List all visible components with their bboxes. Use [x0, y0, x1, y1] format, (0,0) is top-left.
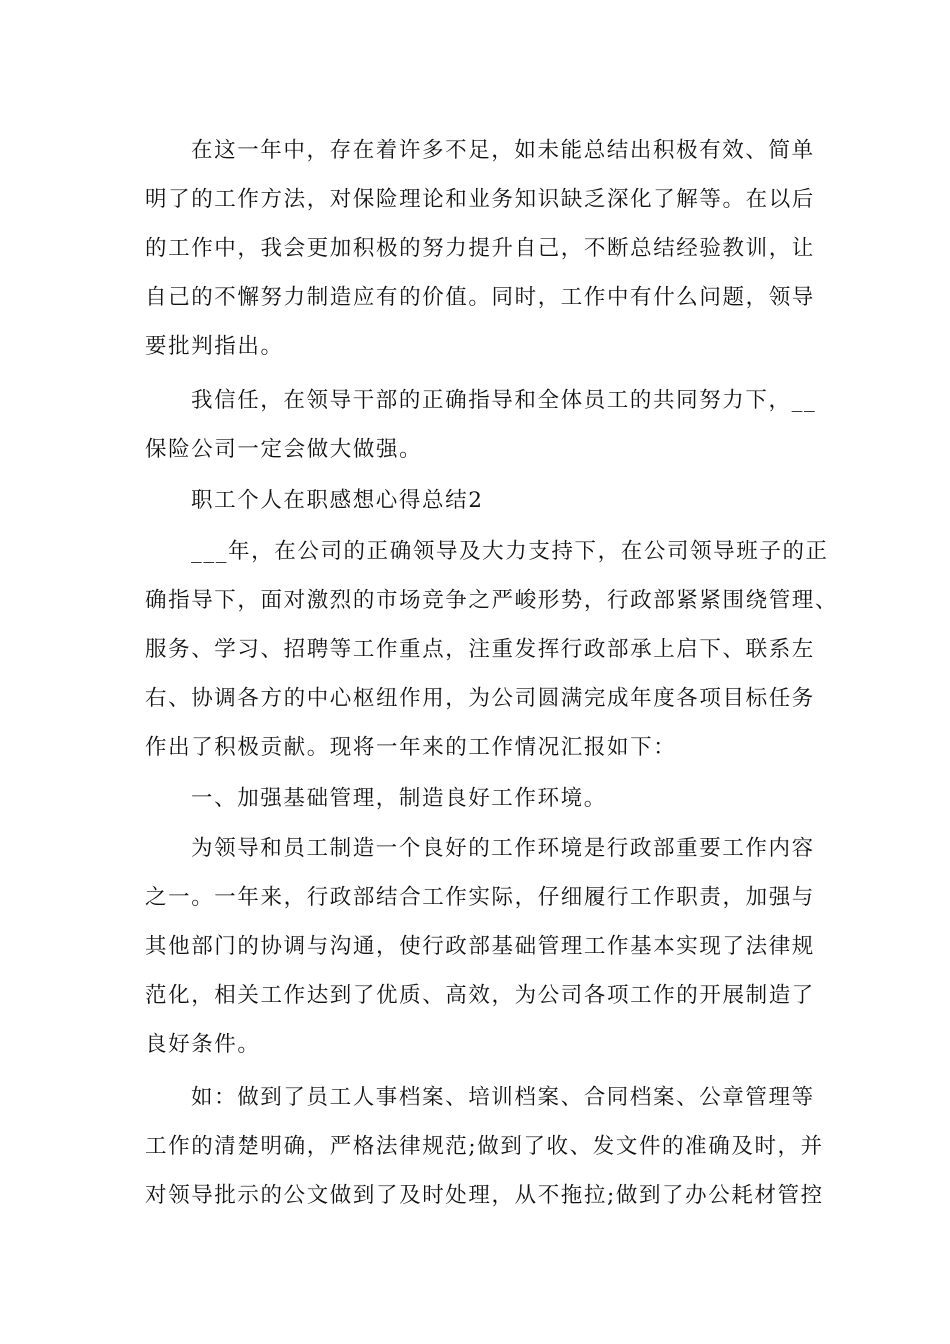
paragraph-4-line-5: 良好条件。 — [145, 1032, 261, 1057]
paragraph-4-line-4: 范化，相关工作达到了优质、高效，为公司各项工作的开展制造了 — [145, 983, 815, 1008]
paragraph-2-line-1: 我信任，在领导干部的正确指导和全体员工的共同努力下，__ — [191, 388, 817, 413]
paragraph-5-line-1: 如：做到了员工人事档案、培训档案、合同档案、公章管理等 — [191, 1085, 815, 1110]
paragraph-1-line-1: 在这一年中，存在着许多不足，如未能总结出积极有效、简单 — [191, 138, 815, 163]
paragraph-4-line-2: 之一。一年来，行政部结合工作实际，仔细履行工作职责，加强与 — [145, 885, 815, 910]
paragraph-3-line-1: ___年，在公司的正确领导及大力支持下，在公司领导班子的正 — [191, 539, 829, 564]
paragraph-3-line-3: 服务、学习、招聘等工作重点，注重发挥行政部承上启下、联系左 — [145, 637, 815, 662]
paragraph-3-line-2: 确指导下，面对激烈的市场竞争之严峻形势，行政部紧紧围绕管理、 — [145, 588, 839, 613]
paragraph-3-line-5: 作出了积极贡献。现将一年来的工作情况汇报如下： — [145, 735, 677, 760]
paragraph-5-line-2: 工作的清楚明确，严格法律规范;做到了收、发文件的准确及时，并 — [145, 1134, 824, 1159]
paragraph-4-line-1: 为领导和员工制造一个良好的工作环境是行政部重要工作内容 — [191, 836, 815, 861]
paragraph-1-line-5: 要批判指出。 — [145, 334, 284, 359]
subsection-heading: 一、加强基础管理，制造良好工作环境。 — [191, 786, 607, 811]
paragraph-3-line-4: 右、协调各方的中心枢纽作用，为公司圆满完成年度各项目标任务 — [145, 686, 815, 711]
paragraph-2-line-2: 保险公司一定会做大做强。 — [145, 437, 423, 462]
paragraph-1-line-3: 的工作中，我会更加积极的努力提升自己，不断总结经验教训，让 — [145, 236, 815, 261]
paragraph-4-line-3: 其他部门的协调与沟通，使行政部基础管理工作基本实现了法律规 — [145, 934, 815, 959]
section-heading: 职工个人在职感想心得总结2 — [191, 488, 484, 513]
paragraph-1-line-2: 明了的工作方法，对保险理论和业务知识缺乏深化了解等。在以后 — [145, 187, 815, 212]
paragraph-1-line-4: 自己的不懈努力制造应有的价值。同时，工作中有什么问题，领导 — [145, 285, 815, 310]
paragraph-5-line-3: 对领导批示的公文做到了及时处理，从不拖拉;做到了办公耗材管控 — [145, 1183, 824, 1208]
